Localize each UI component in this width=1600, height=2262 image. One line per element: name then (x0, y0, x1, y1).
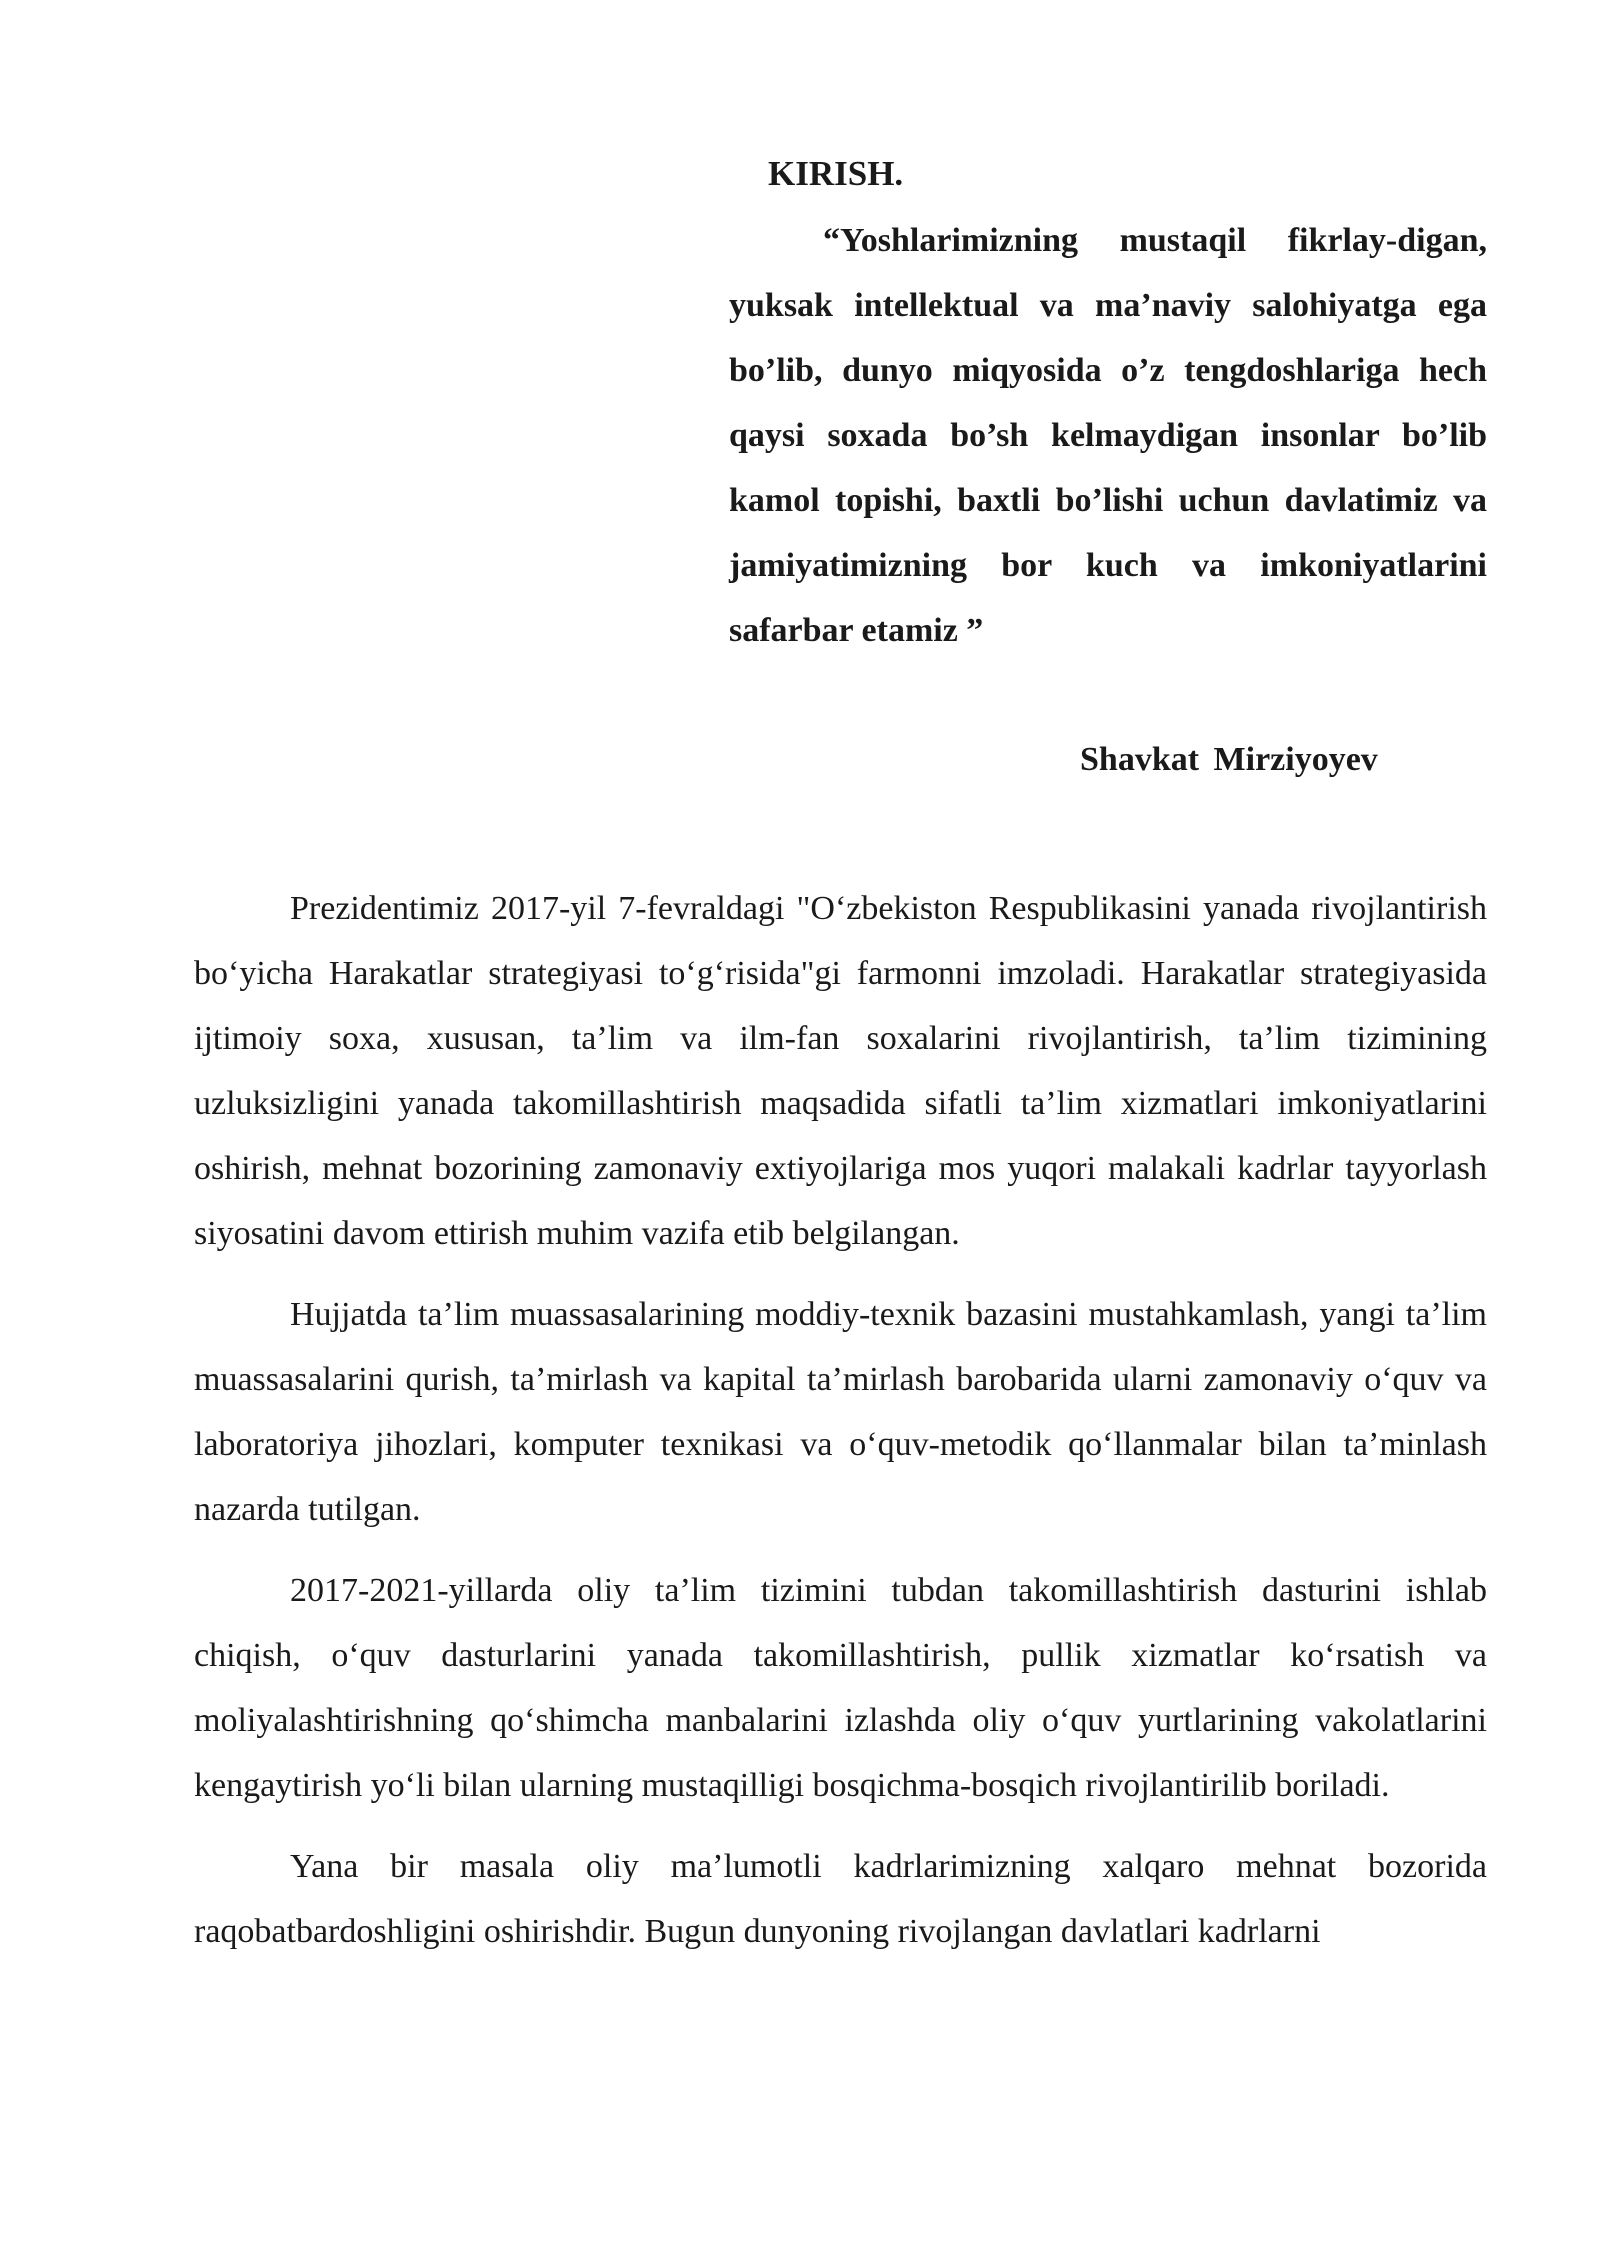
epigraph-quote: “Yoshlarimizning mustaqil fikrlay-digan, yuksak intellektual va ma’naviy salohiyatga ega bo’lib, dunyo miqyosida o’z tengdoshlariga hech qaysi soxada bo’sh kelmaydigan insonlar bo’lib kamol topishi, baxtli bo’lishi uchun davlatimiz va jamiyatimizning bor kuch va imkoniyatlarini safarbar etamiz ” (729, 222, 1487, 649)
paragraph: Hujjatda ta’lim muassasalarining moddiy-texnik bazasini mustahkamlash, yangi ta’lim muassasalarini qurish, ta’mirlash va kapital ta’mirlash barobarida ularni zamonaviy o‘quv va laboratoriya jihozlari, komputer texnikasi va o‘quv-metodik qo‘llanmalar bilan ta’minlash nazarda tutilgan. (194, 1296, 1487, 1528)
paragraph: Prezidentimiz 2017-yil 7-fevraldagi "O‘zbekiston Respublikasini yanada rivojlantirish bo‘yicha Harakatlar strategiyasi to‘g‘risida"gi farmonni imzoladi. Harakatlar strategiyasida ijtimoiy soxa, xususan, ta’lim va ilm-fan soxalarini rivojlantirish, ta’lim tizimining uzluksizligini yanada takomillashtirish maqsadida sifatli ta’lim xizmatlari imkoniyatlarini oshirish, mehnat bozorining zamonaviy extiyojlariga mos yuqori malakali kadrlar tayyorlash siyosatini davom ettirish muhim vazifa etib belgilangan. (194, 890, 1487, 1252)
section-heading: KIRISH. (768, 154, 904, 193)
epigraph-author: Shavkat Mirziyoyev (1080, 741, 1378, 778)
paragraph: Yana bir masala oliy ma’lumotli kadrlarimizning xalqaro mehnat bozorida raqobatbardoshligini oshirishdir. Bugun dunyoning rivojlangan davlatlari kadrlarni (194, 1848, 1487, 1950)
body-text (194, 876, 1487, 1980)
paragraph: 2017-2021-yillarda oliy ta’lim tizimini tubdan takomillashtirish dasturini ishlab chiqish, o‘quv dasturlarini yanada takomillashtirish, pullik xizmatlar ko‘rsatish va moliyalashtirishning qo‘shimcha manbalarini izlashda oliy o‘quv yurtlarining vakolatlarini kengaytirish yo‘li bilan ularning mustaqilligi bosqichma-bosqich rivojlantirilib boriladi. (194, 1572, 1487, 1804)
